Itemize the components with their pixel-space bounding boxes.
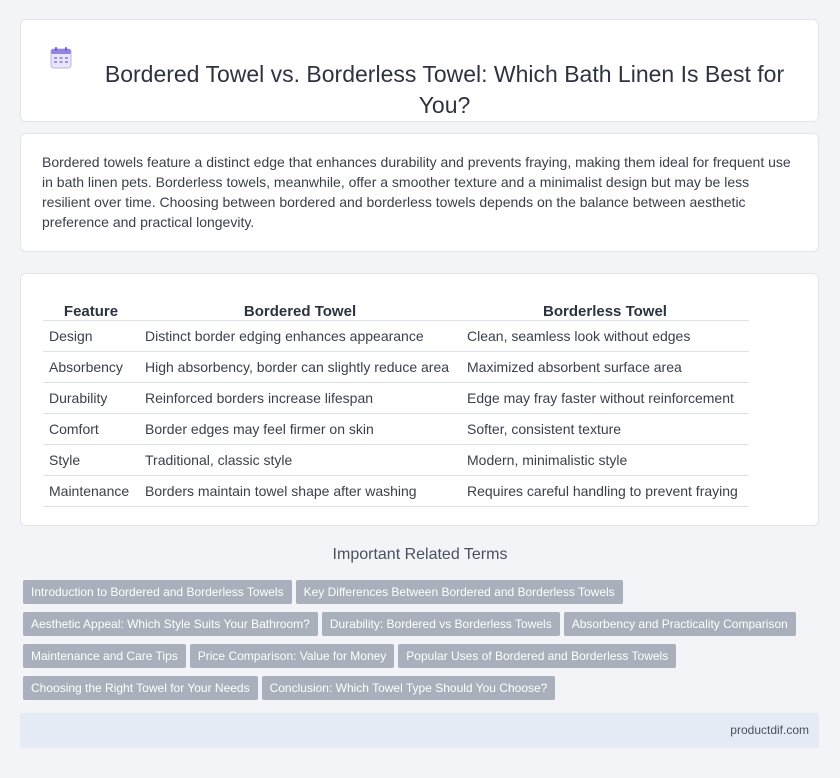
header-bordered: Bordered Towel bbox=[139, 294, 461, 321]
bordered-cell: Borders maintain towel shape after washing bbox=[139, 476, 461, 507]
related-term-tag[interactable]: Choosing the Right Towel for Your Needs bbox=[23, 676, 258, 700]
related-terms-title: Important Related Terms bbox=[332, 546, 508, 563]
bordered-cell: Reinforced borders increase lifespan bbox=[139, 383, 461, 414]
comparison-table bbox=[43, 294, 749, 507]
bordered-cell: High absorbency, border can slightly reduce area bbox=[139, 352, 461, 383]
related-term-tag[interactable]: Durability: Bordered vs Borderless Towels bbox=[322, 612, 560, 636]
table-row bbox=[43, 414, 749, 445]
feature-cell: Comfort bbox=[43, 414, 139, 445]
related-term-tag[interactable]: Introduction to Bordered and Borderless Towels bbox=[23, 580, 292, 604]
borderless-cell: Softer, consistent texture bbox=[461, 414, 749, 445]
related-term-tag[interactable]: Popular Uses of Bordered and Borderless Towels bbox=[398, 644, 676, 668]
related-term-tag[interactable]: Conclusion: Which Towel Type Should You Choose? bbox=[262, 676, 556, 700]
borderless-cell: Requires careful handling to prevent fraying bbox=[461, 476, 749, 507]
footer-site-link[interactable]: productdif.com bbox=[730, 723, 809, 737]
borderless-cell: Edge may fray faster without reinforcement bbox=[461, 383, 749, 414]
table-row bbox=[43, 476, 749, 507]
table-header-row bbox=[43, 294, 749, 321]
table-row bbox=[43, 352, 749, 383]
table-row bbox=[43, 383, 749, 414]
footer bbox=[20, 713, 819, 748]
bordered-cell: Distinct border edging enhances appearance bbox=[139, 321, 461, 352]
intro-paragraph: Bordered towels feature a distinct edge that enhances durability and prevents fraying, making them ideal for frequent use in bath linen pets. Borderless towels, meanwhile, offer a smoother texture and a minimalist design but may be less resilient over time. Choosing between bordered and borderless towels depends on the balance between aesthetic preference and practical longevity. bbox=[42, 154, 791, 230]
borderless-cell: Clean, seamless look without edges bbox=[461, 321, 749, 352]
related-term-tag[interactable]: Key Differences Between Bordered and Borderless Towels bbox=[296, 580, 623, 604]
related-terms-list bbox=[23, 580, 823, 708]
table-row bbox=[43, 445, 749, 476]
feature-cell: Style bbox=[43, 445, 139, 476]
page-title: Bordered Towel vs. Borderless Towel: Which Bath Linen Is Best for You? bbox=[104, 61, 785, 119]
feature-cell: Absorbency bbox=[43, 352, 139, 383]
intro-card bbox=[20, 133, 819, 252]
related-term-tag[interactable]: Maintenance and Care Tips bbox=[23, 644, 186, 668]
feature-cell: Durability bbox=[43, 383, 139, 414]
header-feature: Feature bbox=[43, 294, 139, 321]
related-term-tag[interactable]: Aesthetic Appeal: Which Style Suits Your Bathroom? bbox=[23, 612, 318, 636]
title-card bbox=[20, 19, 819, 122]
calendar-icon bbox=[49, 46, 73, 70]
comparison-card bbox=[20, 273, 819, 526]
borderless-cell: Modern, minimalistic style bbox=[461, 445, 749, 476]
feature-cell: Design bbox=[43, 321, 139, 352]
bordered-cell: Traditional, classic style bbox=[139, 445, 461, 476]
feature-cell: Maintenance bbox=[43, 476, 139, 507]
borderless-cell: Maximized absorbent surface area bbox=[461, 352, 749, 383]
related-term-tag[interactable]: Price Comparison: Value for Money bbox=[190, 644, 395, 668]
bordered-cell: Border edges may feel firmer on skin bbox=[139, 414, 461, 445]
related-term-tag[interactable]: Absorbency and Practicality Comparison bbox=[564, 612, 796, 636]
header-borderless: Borderless Towel bbox=[461, 294, 749, 321]
table-row bbox=[43, 321, 749, 352]
